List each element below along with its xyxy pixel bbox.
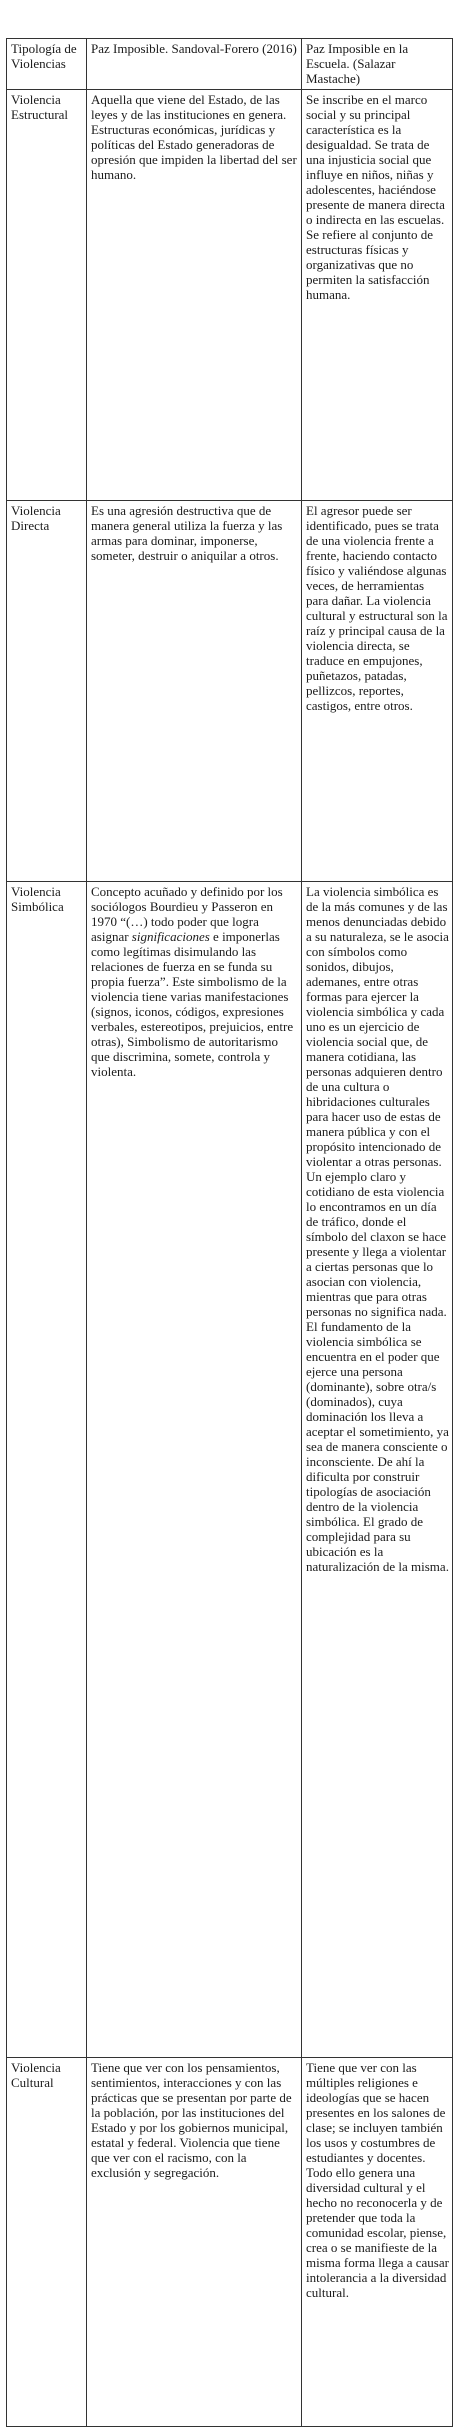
typology-cell: Violencia Estructural bbox=[7, 90, 87, 501]
salazar-cell: Se inscribe en el marco social y su principal característica es la desigualdad. Se trata de una injusticia social que influye en niños, niñas y adolescentes, haciéndose presente de manera directa o indirecta en las escuelas. Se refiere al conjunto de estructuras físicas y organizativas que no permiten la satisfacción humana. bbox=[302, 90, 453, 501]
salazar-cell: Tiene que ver con las múltiples religiones e ideologías que se hacen presentes en los salones de clase; se incluyen también los usos y costumbres de estudiantes y docentes. Todo ello genera una diversidad cultural y el hecho no reconocerla y de pretender que toda la comunidad escolar, piense, crea o se manifieste de la misma forma llega a causar intolerancia a la diversidad cultural. bbox=[302, 2058, 453, 2427]
header-salazar: Paz Imposible en la Escuela. (Salazar Mastache) bbox=[302, 39, 453, 90]
sandoval-cell bbox=[87, 882, 302, 2058]
header-sandoval: Paz Imposible. Sandoval-Forero (2016) bbox=[87, 39, 302, 90]
table-row bbox=[7, 90, 453, 501]
sandoval-italic-term: significaciones bbox=[131, 929, 210, 944]
table-row bbox=[7, 882, 453, 2058]
salazar-cell: La violencia simbólica es de la más comunes y de las menos denunciadas debido a su naturaleza, se le asocia con símbolos como sonidos, dibujos, ademanes, entre otras formas para ejercer la violencia simbólica y cada uno es un ejercicio de violencia social que, de manera cotidiana, las personas adquieren dentro de una cultura o hibridaciones culturales para hacer uso de estas de manera pública y con el propósito intencionado de violentar a otras personas. Un ejemplo claro y cotidiano de esta violencia lo encontramos en un día de tráfico, donde el símbolo del claxon se hace presente y llega a violentar a ciertas personas que lo asocian con violencia, mientras que para otras personas no significa nada. El fundamento de la violencia simbólica se encuentra en el poder que ejerce una persona (dominante), sobre otra/s (dominados), cuya dominación los lleva a aceptar el sometimiento, ya sea de manera consciente o inconsciente. De ahí la dificulta por construir tipologías de asociación dentro de la violencia simbólica. El grado de complejidad para su ubicación es la naturalización de la misma. bbox=[302, 882, 453, 2058]
table-row bbox=[7, 2058, 453, 2427]
violence-typology-table-container bbox=[6, 38, 452, 2427]
table-header-row bbox=[7, 39, 453, 90]
sandoval-cell: Es una agresión destructiva que de manera general utiliza la fuerza y las armas para dominar, imponerse, someter, destruir o aniquilar a otros. bbox=[87, 501, 302, 882]
typology-cell: Violencia Cultural bbox=[7, 2058, 87, 2427]
sandoval-cell: Tiene que ver con los pensamientos, sentimientos, interacciones y con las prácticas que se presentan por parte de la población, por las instituciones del Estado y por los gobiernos municipal, estatal y federal. Violencia que tiene que ver con el racismo, con la exclusión y segregación. bbox=[87, 2058, 302, 2427]
violence-typology-table bbox=[6, 38, 453, 2427]
typology-cell: Violencia Simbólica bbox=[7, 882, 87, 2058]
sandoval-text-part: e imponerlas como legítimas disimulando las relaciones de fuerza en se funda su propia fuerza”. Este simbolismo de la violencia tiene varias manifestaciones (signos, iconos, códigos, expresiones verbales, estereotipos, prejuicios, entre otras), Simbolismo de autoritarismo que discrimina, somete, controla y violenta. bbox=[91, 929, 294, 1079]
salazar-cell: El agresor puede ser identificado, pues se trata de una violencia frente a frente, haciendo contacto físico y valiéndose algunas veces, de herramientas para dañar. La violencia cultural y estructural son la raíz y principal causa de la violencia directa, se traduce en empujones, puñetazos, patadas, pellizcos, reportes, castigos, entre otros. bbox=[302, 501, 453, 882]
typology-cell: Violencia Directa bbox=[7, 501, 87, 882]
table-row bbox=[7, 501, 453, 882]
sandoval-cell: Aquella que viene del Estado, de las leyes y de las instituciones en genera. Estructuras económicas, jurídicas y políticas del Estado generadoras de opresión que impiden la libertad del ser humano. bbox=[87, 90, 302, 501]
header-typology: Tipología de Violencias bbox=[7, 39, 87, 90]
sandoval-text-part: Concepto acuñado y definido por los sociólogos Bourdieu y Passeron en 1970 “(…) todo poder que logra asignar bbox=[91, 884, 283, 944]
